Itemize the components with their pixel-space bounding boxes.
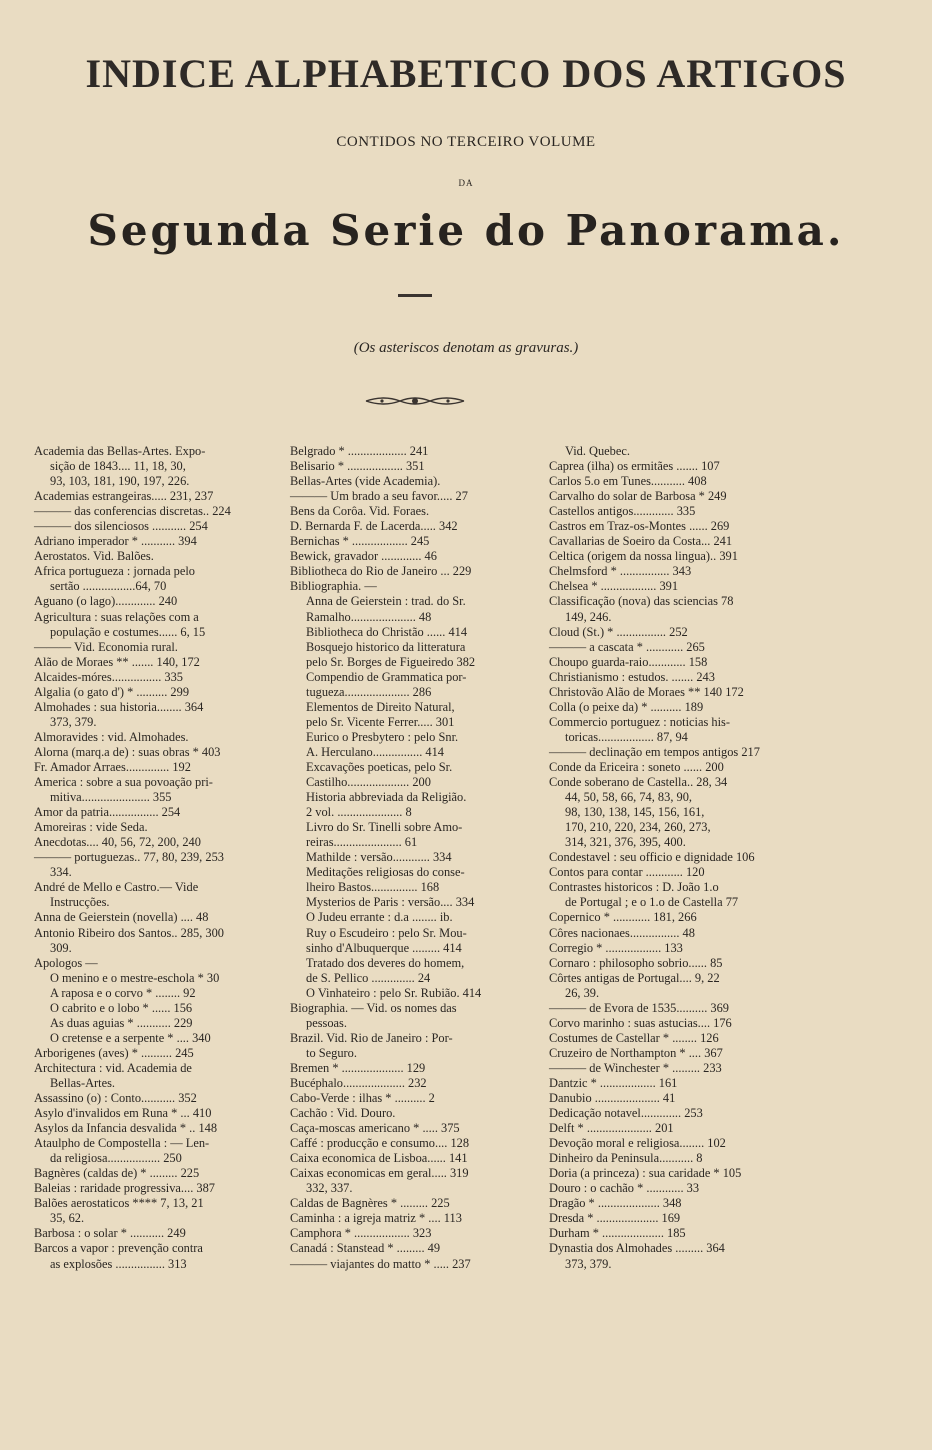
index-entry: Brazil. Vid. Rio de Janeiro : Por- <box>290 1030 453 1045</box>
index-entry: Barbosa : o solar * ........... 249 <box>34 1226 186 1241</box>
index-entry: ——— de Winchester * ......... 233 <box>549 1060 722 1075</box>
index-entry: As duas aguias * ........... 229 <box>50 1015 193 1030</box>
index-entry: ——— de Evora de 1535.......... 369 <box>549 1000 729 1015</box>
index-entry: O Vinhateiro : pelo Sr. Rubião. 414 <box>306 985 482 1000</box>
index-entry: Excavações poeticas, pelo Sr. <box>306 759 453 774</box>
index-entry: Apologos — <box>34 955 98 970</box>
index-entry: lheiro Bastos............... 168 <box>306 880 440 895</box>
index-entry: de Portugal ; e o 1.o de Castella 77 <box>565 895 739 910</box>
index-entry: mitiva...................... 355 <box>50 790 172 805</box>
index-entry: Côrtes antigas de Portugal.... 9, 22 <box>549 970 720 985</box>
index-entry: Caminha : a igreja matriz * .... 113 <box>290 1211 462 1226</box>
index-entry: Instrucções. <box>50 895 110 910</box>
index-entry: Agricultura : suas relações com a <box>34 609 199 624</box>
index-entry: Ataulpho de Compostella : — Len- <box>34 1136 210 1151</box>
index-entry: Tratado dos deveres do homem, <box>306 955 465 970</box>
index-entry: Corvo marinho : suas astucias.... 176 <box>549 1015 732 1030</box>
index-entry: A raposa e o corvo * ........ 92 <box>50 985 196 1000</box>
index-entry: 373, 379. <box>50 714 97 729</box>
index-entry: Bens da Corôa. Vid. Foraes. <box>290 504 430 519</box>
index-entry: Christovão Alão de Moraes ** 140 172 <box>549 684 744 699</box>
index-entry: Durham * .................... 185 <box>549 1226 686 1241</box>
index-entry: Bosquejo historico da litteratura <box>306 639 466 654</box>
index-column-1 <box>34 444 278 1272</box>
index-entry: ——— a cascata * ............ 265 <box>549 639 705 654</box>
index-entry: Livro do Sr. Tinelli sobre Amo- <box>306 820 463 835</box>
index-entry: Cruzeiro de Northampton * .... 367 <box>549 1045 723 1060</box>
index-entry: Amor da patria................ 254 <box>34 805 181 820</box>
index-entry: Adriano imperador * ........... 394 <box>34 534 197 549</box>
index-entry: sinho d'Albuquerque ......... 414 <box>306 940 462 955</box>
index-entry: Anna de Geierstein : trad. do Sr. <box>306 594 466 609</box>
index-entry: 314, 321, 376, 395, 400. <box>565 835 686 850</box>
index-entry: Camphora * .................. 323 <box>290 1226 432 1241</box>
index-entry: Bernichas * .................. 245 <box>290 534 430 549</box>
index-entry: Amoreiras : vide Seda. <box>34 820 148 835</box>
index-entry: Eurico o Presbytero : pelo Snr. <box>306 729 459 744</box>
index-entry: Castilho.................... 200 <box>306 775 431 790</box>
index-entry: Cavallarias de Soeiro da Costa... 241 <box>549 534 733 549</box>
index-entry: sição de 1843.... 11, 18, 30, <box>50 459 186 474</box>
index-entry: Christianismo : estudos. ....... 243 <box>549 669 715 684</box>
index-entry: Cloud (St.) * ................ 252 <box>549 624 688 639</box>
index-entry: Assassino (o) : Conto........... 352 <box>34 1091 197 1106</box>
index-entry: Almohades : sua historia........ 364 <box>34 699 204 714</box>
index-entry: Bellas-Artes. <box>50 1075 116 1090</box>
index-entry: O menino e o mestre-eschola * 30 <box>50 970 220 985</box>
index-entry: ——— viajantes do matto * ..... 237 <box>290 1256 471 1271</box>
index-entry: Bewick, gravador ............. 46 <box>290 549 437 564</box>
index-entry: Carvalho do solar de Barbosa * 249 <box>549 489 727 504</box>
index-entry: Cornaro : philosopho sobrio...... 85 <box>549 955 723 970</box>
index-entry: 332, 337. <box>306 1181 353 1196</box>
index-entry: Condestavel : seu officio e dignidade 106 <box>549 850 755 865</box>
index-entry: Almoravides : vid. Almohades. <box>34 729 189 744</box>
index-entry: 26, 39. <box>565 985 600 1000</box>
index-entry: Caprea (ilha) os ermitães ....... 107 <box>549 459 720 474</box>
index-entry: Dantzic * .................. 161 <box>549 1075 678 1090</box>
index-entry: 149, 246. <box>565 609 612 624</box>
index-entry: tugueza..................... 286 <box>306 684 432 699</box>
index-entry: Bucéphalo.................... 232 <box>290 1075 427 1090</box>
index-entry: ——— declinação em tempos antigos 217 <box>549 744 760 759</box>
index-entry: Dresda * .................... 169 <box>549 1211 681 1226</box>
index-entry: de S. Pellico .............. 24 <box>306 970 431 985</box>
index-entry: reiras...................... 61 <box>306 835 418 850</box>
index-entry: Asylos da Infancia desvalida * .. 148 <box>34 1121 218 1136</box>
index-entry: to Seguro. <box>306 1045 357 1060</box>
index-entry: Historia abbreviada da Religião. <box>306 790 467 805</box>
index-entry: Caffé : producção e consumo.... 128 <box>290 1136 470 1151</box>
index-entry: O cretense e a serpente * .... 340 <box>50 1030 211 1045</box>
index-entry: A. Herculano................ 414 <box>306 744 444 759</box>
index-entry: Bibliotheca do Rio de Janeiro ... 229 <box>290 564 472 579</box>
index-entry: 309. <box>50 940 72 955</box>
index-entry: Ramalho..................... 48 <box>306 609 432 624</box>
index-entry: Devoção moral e religiosa........ 102 <box>549 1136 726 1151</box>
index-entry: 373, 379. <box>565 1256 612 1271</box>
index-entry: D. Bernarda F. de Lacerda..... 342 <box>290 519 458 534</box>
index-entry: Contrastes historicos : D. João 1.o <box>549 880 719 895</box>
index-entry: Caldas de Bagnères * ......... 225 <box>290 1196 450 1211</box>
index-entry: André de Mello e Castro.— Vide <box>34 880 199 895</box>
index-entry: Caixas economicas em geral..... 319 <box>290 1166 469 1181</box>
index-entry: Balões aerostaticos **** 7, 13, 21 <box>34 1196 204 1211</box>
index-entry: Alão de Moraes ** ....... 140, 172 <box>34 654 200 669</box>
index-column-3 <box>549 444 795 1272</box>
index-entry: Douro : o cachão * ............ 33 <box>549 1181 700 1196</box>
series-title: Segunda Serie do Panorama. <box>87 206 845 255</box>
index-entry: Africa portugueza : jornada pelo <box>34 564 196 579</box>
index-entry: Choupo guarda-raio............ 158 <box>549 654 708 669</box>
index-entry: Corregio * .................. 133 <box>549 940 683 955</box>
index-column-2 <box>290 444 533 1272</box>
index-entry: Classificação (nova) das sciencias 78 <box>549 594 734 609</box>
index-entry: Biographia. — Vid. os nomes das <box>290 1000 457 1015</box>
index-entry: Castros em Traz-os-Montes ...... 269 <box>549 519 730 534</box>
index-entry: Belisario * .................. 351 <box>290 459 425 474</box>
index-entry: Belgrado * ................... 241 <box>290 444 429 458</box>
index-entry: Dinheiro da Peninsula........... 8 <box>549 1151 703 1166</box>
index-entry: Vid. Quebec. <box>565 444 630 458</box>
index-entry: Costumes de Castellar * ........ 126 <box>549 1030 719 1045</box>
index-entry: Alcaides-móres................ 335 <box>34 669 184 684</box>
index-entry: Delft * ..................... 201 <box>549 1121 674 1136</box>
index-entry: Elementos de Direito Natural, <box>306 699 455 714</box>
index-entry: Canadá : Stanstead * ......... 49 <box>290 1241 441 1256</box>
index-entry: Dragão * .................... 348 <box>549 1196 682 1211</box>
index-entry: população e costumes...... 6, 15 <box>50 624 206 639</box>
index-entry: 98, 130, 138, 145, 156, 161, <box>565 805 705 820</box>
index-entry: Commercio portuguez : noticias his- <box>549 714 731 729</box>
index-entry: Antonio Ribeiro dos Santos.. 285, 300 <box>34 925 224 940</box>
index-entry: toricas.................. 87, 94 <box>565 729 688 744</box>
index-entry: Arborigenes (aves) * .......... 245 <box>34 1045 194 1060</box>
index-entry: ——— Um brado a seu favor..... 27 <box>290 489 468 504</box>
index-entry: Caça-moscas americano * ..... 375 <box>290 1121 460 1136</box>
index-entry: Colla (o peixe da) * .......... 189 <box>549 699 704 714</box>
index-entry: Castellos antigos............. 335 <box>549 504 696 519</box>
index-entry: Celtica (origem da nossa lingua).. 391 <box>549 549 738 564</box>
index-entry: Cachão : Vid. Douro. <box>290 1106 396 1121</box>
index-entry: Bibliographia. — <box>290 579 377 594</box>
index-entry: Meditações religiosas do conse- <box>306 865 465 880</box>
title-divider <box>398 294 432 297</box>
index-entry: 2 vol. ..................... 8 <box>306 805 412 820</box>
index-entry: Chelsea * .................. 391 <box>549 579 679 594</box>
index-entry: Aguano (o lago)............. 240 <box>34 594 178 609</box>
index-entry: Dynastia dos Almohades ......... 364 <box>549 1241 725 1256</box>
index-entry: Caixa economica de Lisboa...... 141 <box>290 1151 468 1166</box>
index-entry: Anna de Geierstein (novella) .... 48 <box>34 910 209 925</box>
index-entry: 334. <box>50 865 72 880</box>
ornament-icon <box>364 394 466 408</box>
page-subtitle: CONTIDOS NO TERCEIRO VOLUME <box>336 134 596 150</box>
index-entry: pelo Sr. Vicente Ferrer..... 301 <box>306 714 455 729</box>
index-entry: Baleias : raridade progressiva.... 387 <box>34 1181 215 1196</box>
index-entry: Copernico * ............ 181, 266 <box>549 910 697 925</box>
index-entry: ——— dos silenciosos ........... 254 <box>34 519 208 534</box>
index-entry: ——— Vid. Economia rural. <box>34 639 178 654</box>
index-entry: da religiosa................. 250 <box>50 1151 182 1166</box>
index-entry: Bibliotheca do Christão ...... 414 <box>306 624 468 639</box>
index-entry: Danubio ..................... 41 <box>549 1091 676 1106</box>
index-entry: 170, 210, 220, 234, 260, 273, <box>565 820 711 835</box>
index-entry: Dedicação notavel............. 253 <box>549 1106 703 1121</box>
index-entry: Fr. Amador Arraes.............. 192 <box>34 759 191 774</box>
index-entry: Contos para contar ............ 120 <box>549 865 705 880</box>
index-entry: America : sobre a sua povoação pri- <box>34 775 213 790</box>
index-entry: 35, 62. <box>50 1211 85 1226</box>
index-entry: 44, 50, 58, 66, 74, 83, 90, <box>565 790 693 805</box>
index-entry: Barcos a vapor : prevenção contra <box>34 1241 203 1256</box>
index-entry: Chelmsford * ................ 343 <box>549 564 692 579</box>
index-entry: ——— das conferencias discretas.. 224 <box>34 504 231 519</box>
index-entry: ——— portuguezas.. 77, 80, 239, 253 <box>34 850 224 865</box>
index-entry: sertão .................64, 70 <box>50 579 167 594</box>
index-entry: Carlos 5.o em Tunes........... 408 <box>549 474 707 489</box>
index-entry: O Judeu errante : d.a ........ ib. <box>306 910 453 925</box>
index-entry: Academias estrangeiras..... 231, 237 <box>34 489 214 504</box>
index-entry: pessoas. <box>306 1015 347 1030</box>
index-entry: Mysterios de Paris : versão.... 334 <box>306 895 475 910</box>
index-entry: Conde da Ericeira : soneto ...... 200 <box>549 759 724 774</box>
index-entry: Ruy o Escudeiro : pelo Sr. Mou- <box>306 925 467 940</box>
index-entry: Bellas-Artes (vide Academia). <box>290 474 441 489</box>
index-entry: Asylo d'invalidos em Runa * ... 410 <box>34 1106 212 1121</box>
index-entry: Alorna (marq.a de) : suas obras * 403 <box>34 744 221 759</box>
index-entry: Aerostatos. Vid. Balões. <box>34 549 154 564</box>
index-entry: Bremen * .................... 129 <box>290 1060 426 1075</box>
index-entry: Architectura : vid. Academia de <box>34 1060 192 1075</box>
index-entry: Anecdotas.... 40, 56, 72, 200, 240 <box>34 835 201 850</box>
page-title: INDICE ALPHABETICO DOS ARTIGOS <box>85 51 847 96</box>
index-entry: O cabrito e o lobo * ...... 156 <box>50 1000 193 1015</box>
index-entry: Algalia (o gato d') * .......... 299 <box>34 684 190 699</box>
asterisk-note: (Os asteriscos denotam as gravuras.) <box>353 340 579 356</box>
index-entry: as explosões ................ 313 <box>50 1256 187 1271</box>
index-entry: Côres nacionaes................ 48 <box>549 925 695 940</box>
index-entry: Compendio de Grammatica por- <box>306 669 467 684</box>
index-entry: Mathilde : versão............ 334 <box>306 850 452 865</box>
index-entry: Doria (a princeza) : sua caridade * 105 <box>549 1166 742 1181</box>
index-entry: Cabo-Verde : ilhas * .......... 2 <box>290 1091 435 1106</box>
index-entry: 93, 103, 181, 190, 197, 226. <box>50 474 190 489</box>
index-entry: Academia das Bellas-Artes. Expo- <box>34 444 206 458</box>
index-entry: pelo Sr. Borges de Figueiredo 382 <box>306 654 476 669</box>
index-entry: Conde soberano de Castella.. 28, 34 <box>549 775 728 790</box>
da-label: DA <box>458 178 474 188</box>
index-entry: Bagnères (caldas de) * ......... 225 <box>34 1166 200 1181</box>
